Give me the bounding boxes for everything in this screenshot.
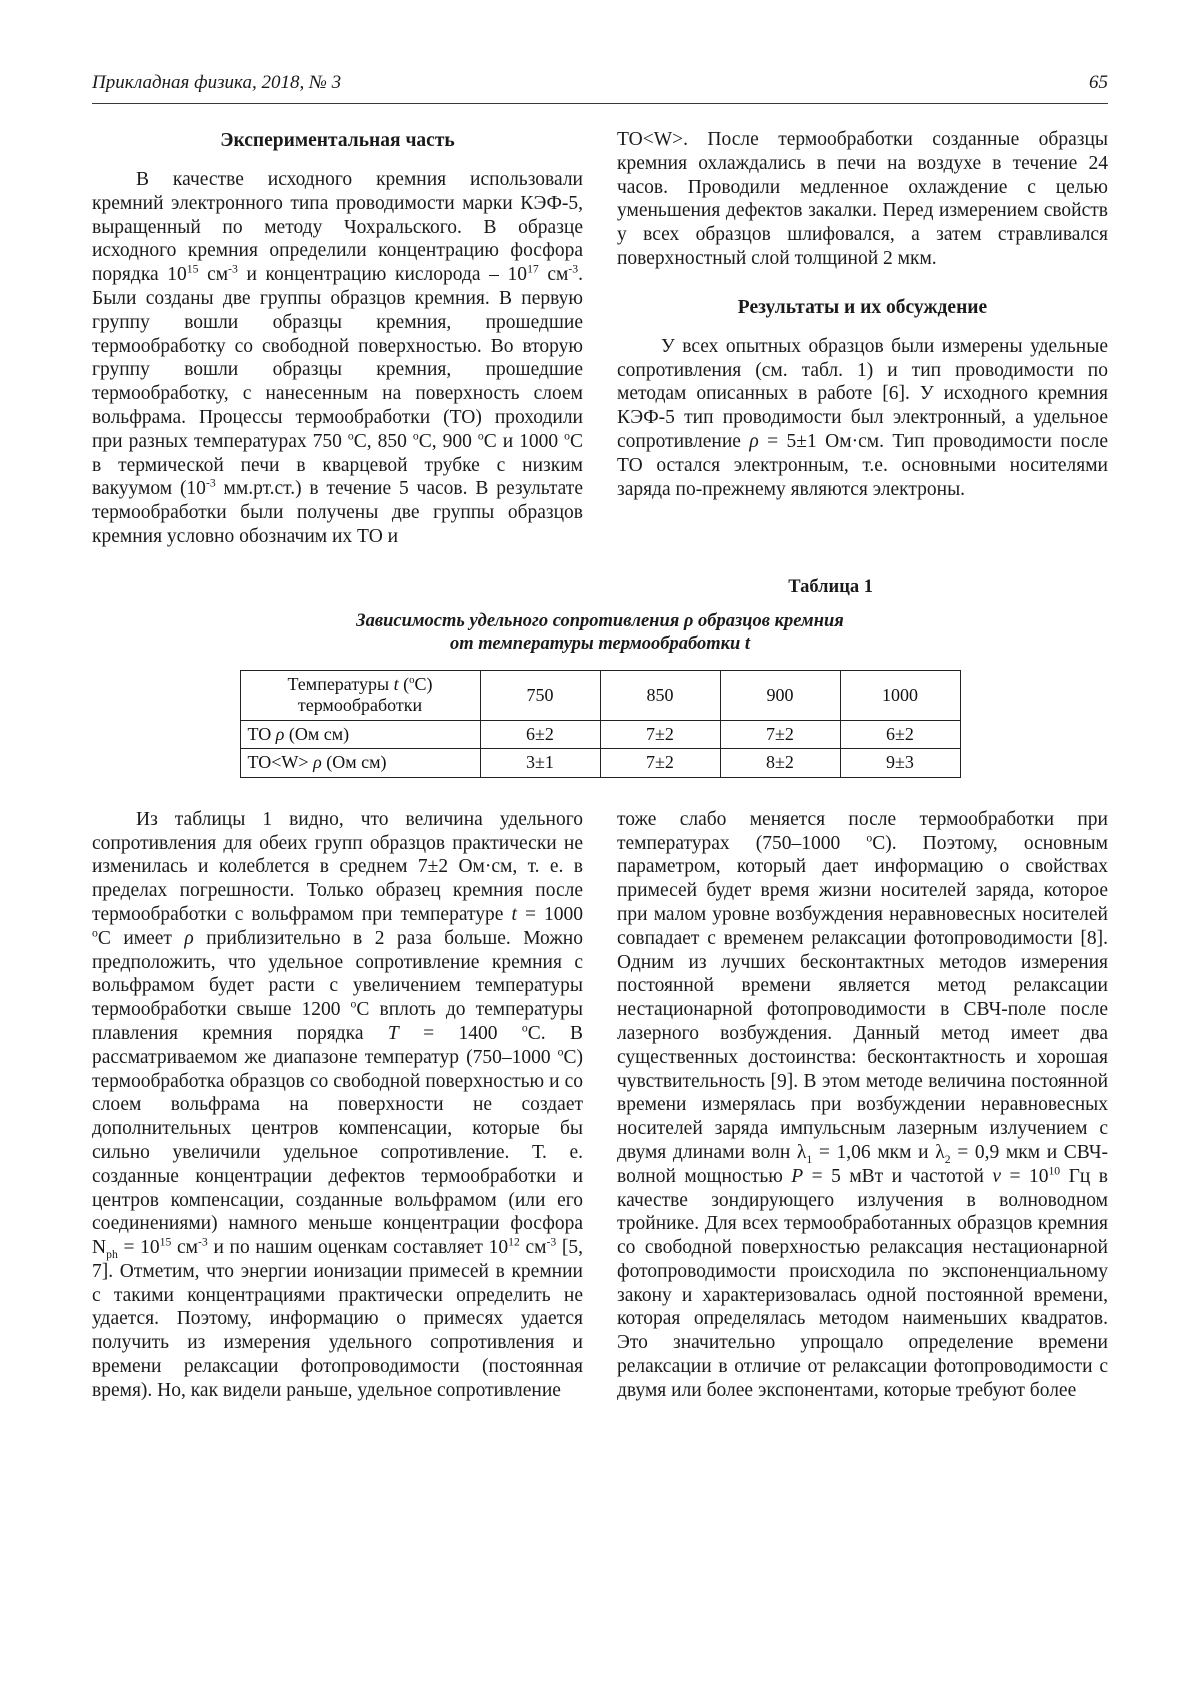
table-block bbox=[92, 577, 1108, 778]
table-cell: 7±2 bbox=[720, 720, 840, 749]
page-header bbox=[92, 72, 1108, 104]
table-cell: 6±2 bbox=[840, 720, 960, 749]
table-cell: 3±1 bbox=[480, 749, 600, 778]
table-title-line1: Зависимость удельного сопротивления ρ образцов кремния bbox=[356, 610, 844, 631]
left-column-top bbox=[92, 128, 583, 549]
table-row-to-label: ТО ρ (Ом см) bbox=[240, 720, 480, 749]
paragraph-experimental: В качестве исходного кремния использовали кремний электронного типа проводимости марки КЭФ-5, выращенный по методу Чохральского. В образце исходного кремния определили концентрацию фосфора порядка $10^{15}$ $см^{-3}$ и концентрацию кислорода – $10^{17}$ $см^{-3}$. Были созданы две группы образцов кремния. В первую группу вошли образцы кремния, прошедшие термообработку со свободной поверхностью. Во вторую группу вошли образцы кремния, прошедшие термообработку, с нанесенным на поверхность слоем вольфрама. Процессы термообработки (ТО) проходили при разных температурах 750 $^о$С, 850 $^о$С, 900 $^о$С и 1000 $^о$С в термической печи в кварцевой трубке с низким вакуумом ($10^{-3}$ мм.рт.ст.) в течение 5 часов. В результате термообработки были получены две группы образцов кремния условно обозначим их ТО и bbox=[92, 169, 583, 547]
page-number: 65 bbox=[1089, 72, 1108, 93]
paragraph-cooling-continuation: ТО<W>. После термообработки созданные образцы кремния охлаждались в печи на воздухе в течение 24 часов. Проводили медленное охлаждение с целью уменьшения дефектов закалки. Перед измерением свойств у всех образцов шлифовался, а затем стравливался поверхностный слой толщиной 2 мкм. bbox=[617, 129, 1108, 269]
paragraph-photoconductivity: тоже слабо меняется после термообработки при температурах (750–1000 $^о$С). Поэтому, основным параметром, который дает информацию о свойствах примесей будет время жизни носителей заряда, которое при малом уровне возбуждения неравновесных носителей совпадает с временем релаксации фотопроводимости [8]. Одним из лучших бесконтактных методов измерения постоянной времени является метод релаксации нестационарной фотопроводимости в СВЧ-поле после лазерного возбуждения. Данный метод имеет два существенных достоинства: бесконтактность и хорошая чувствительность [9]. В этом методе величина постоянной времени измерялась при возбуждении неравновесных носителей заряда импульсным лазерным излучением с двумя длинами волн $\lambda_1 = 1,06$ мкм и $\lambda_2 = 0,9$ мкм и СВЧ-волной мощностью P = 5 мВт и частотой $\nu = 10^{10}$ Гц в качестве зондирующего излучения в волноводном тройнике. Для всех термообработанных образцов кремния со свободной поверхностью релаксация нестационарной фотопроводимости происходила по экспоненциальному закону и характеризовалась одной постоянной времени, которая определялась методом наименьших квадратов. Это значительно упрощало определение времени релаксации в отличие от релаксации фотопроводимости с двумя или более экспонентами, которые требуют более bbox=[617, 808, 1109, 1401]
table-title-line2: от температуры термообработки t bbox=[449, 634, 751, 655]
table-cell: 7±2 bbox=[600, 720, 720, 749]
table-cell: 9±3 bbox=[840, 749, 960, 778]
resistivity-table bbox=[240, 670, 961, 778]
journal-title: Прикладная физика, 2018, № 3 bbox=[92, 72, 342, 93]
left-column-bottom bbox=[92, 808, 583, 1403]
paragraph-table-discussion: Из таблицы 1 видно, что величина удельного сопротивления для обеих групп образцов практически не изменилась и колеблется в среднем 7±2 Ом·см, т. е. в пределах погрешности. Только образец кремния после термообработки с вольфрамом при температуре t = 1000 $^о$С имеет ρ приблизительно в 2 раза больше. Можно предположить, что удельное сопротивление кремния с вольфрамом будет расти с увеличением температуры термообработки свыше 1200 $^о$С вплоть до температуры плавления кремния порядка Т = 1400 $^о$С. В рассматриваемом же диапазоне температур (750–1000 $^о$С) термообработка образцов со свободной поверхностью и со слоем вольфрама на поверхности не создает дополнительных центров компенсации, которые бы сильно увеличили удельное сопротивление. Т. е. созданные концентрации дефектов термообработки и центров компенсации, созданные вольфрамом (или его соединениями) намного меньше концентрации фосфора $N_{ph} = 10^{15}$ $см^{-3}$ и по нашим оценкам составляет $10^{12}$ $см^{-3}$ [5, 7]. Отметим, что энергии ионизации примесей в кремнии с такими концентрациями практически определить не удается. Поэтому, информацию о примесях удается получить из измерения удельного сопротивления и времени релаксации фотопроводимости (постоянная время). Но, как видели раньше, удельное сопротивление bbox=[92, 808, 584, 1401]
table-header-temp-900: 900 bbox=[720, 670, 840, 720]
table-header-temp-1000: 1000 bbox=[840, 670, 960, 720]
top-columns bbox=[92, 128, 1108, 549]
table-row-tow-label: ТО<W> ρ (Ом см) bbox=[240, 749, 480, 778]
paragraph-results-intro: У всех опытных образцов были измерены удельные сопротивления (см. табл. 1) и тип проводимости по методам описанных в работе [6]. У исходного кремния КЭФ-5 тип проводимости был электронный, а удельное сопротивление ρ = 5±1 Ом·см. Тип проводимости после ТО остался электронным, т.е. основными носителями заряда по-прежнему являются электроны. bbox=[617, 335, 1108, 500]
table-header-param: Температуры t ($^о$С) термообработки bbox=[240, 670, 480, 720]
table-label: Таблица 1 bbox=[788, 576, 873, 597]
right-column-top bbox=[617, 128, 1108, 549]
table-header-temp-750: 750 bbox=[480, 670, 600, 720]
table-row-tow bbox=[240, 749, 960, 778]
table-cell: 8±2 bbox=[720, 749, 840, 778]
section-heading-results: Результаты и их обсуждение bbox=[737, 296, 988, 318]
table-header-temp-850: 850 bbox=[600, 670, 720, 720]
table-cell: 7±2 bbox=[600, 749, 720, 778]
table-row-to bbox=[240, 720, 960, 749]
section-heading-experimental: Экспериментальная часть bbox=[220, 130, 455, 151]
table-cell: 6±2 bbox=[480, 720, 600, 749]
right-column-bottom bbox=[617, 808, 1108, 1403]
table-header-row bbox=[240, 670, 960, 720]
bottom-columns bbox=[92, 808, 1108, 1403]
table-title bbox=[92, 610, 1108, 657]
